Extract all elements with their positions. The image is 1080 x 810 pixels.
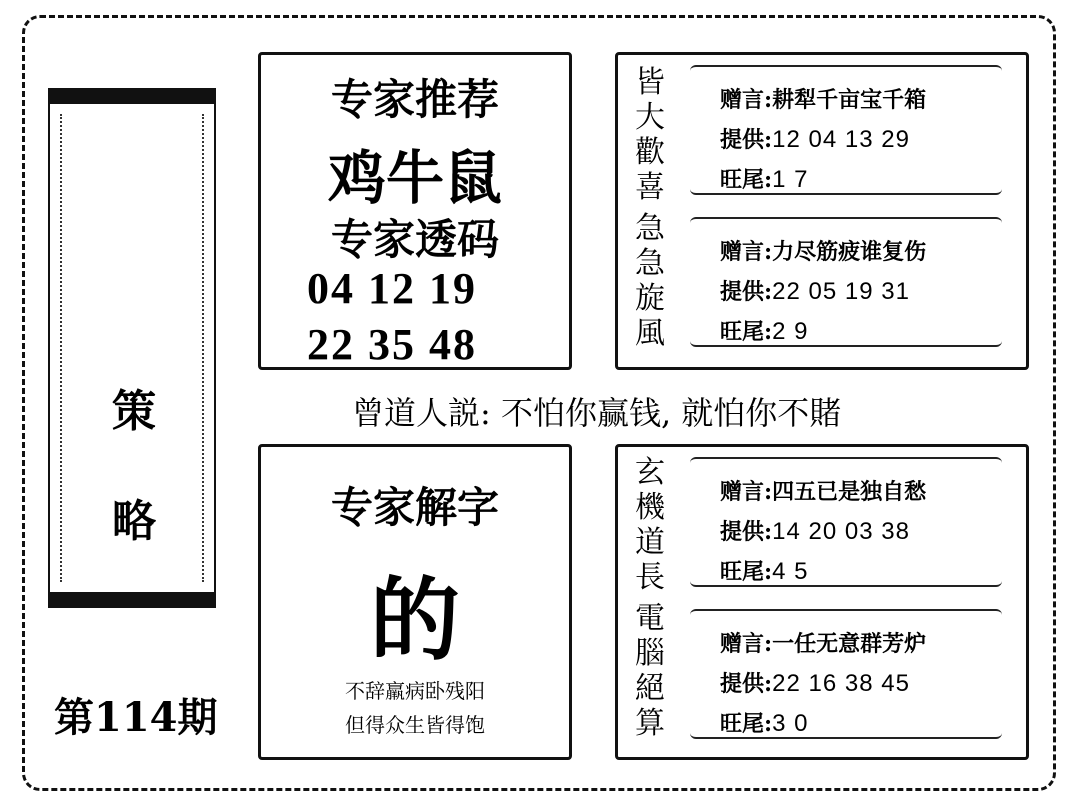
scroll-char-top: 策: [112, 386, 156, 437]
provide-label: 提供:: [720, 127, 773, 153]
strategy-scroll: [48, 88, 216, 608]
tail-line: [720, 315, 809, 346]
gift-line: 赠言:力尽筋疲谁复伤: [720, 239, 927, 265]
provide-line: [720, 123, 910, 154]
bottom-right-box: [615, 444, 1029, 760]
gift-line: 赠言:一任无意群芳炉: [720, 631, 927, 657]
tail-label: 旺尾:: [720, 559, 773, 585]
provide-label: 提供:: [720, 671, 773, 697]
numbers-row-2: 22 35 48: [307, 320, 477, 369]
tail-line: [720, 163, 809, 194]
tip-card-1: [690, 65, 1002, 195]
numbers-row-1: 04 12 19: [307, 264, 477, 313]
tail-label: 旺尾:: [720, 319, 773, 345]
tail-value: 1 7: [772, 166, 809, 193]
featured-character: 的: [370, 567, 460, 673]
zodiac-picks: 鸡牛鼠: [327, 144, 502, 212]
issue-number: 第114期: [54, 694, 218, 741]
tip-card-4: [690, 609, 1002, 739]
vertical-slogan-bottom: 玄 機 道 長 電 腦 絕 算: [635, 455, 665, 741]
provide-label: 提供:: [720, 519, 773, 545]
tail-value: 2 9: [772, 318, 809, 345]
tail-value: 3 0: [772, 710, 809, 737]
tip-card-2: [690, 217, 1002, 347]
tail-line: [720, 555, 809, 586]
scroll-top-bar: [48, 88, 216, 104]
tail-label: 旺尾:: [720, 167, 773, 193]
provide-numbers: 22 16 38 45: [772, 670, 910, 697]
motto-line: 曾道人説: 不怕你赢钱, 就怕你不賭: [352, 394, 842, 432]
vertical-slogan-top: 皆 大 歡 喜 急 急 旋 風: [635, 65, 665, 351]
tip-card-3: [690, 457, 1002, 587]
expert-character-title: 专家解字: [330, 483, 499, 532]
provide-line: [720, 667, 910, 698]
top-right-box: [615, 52, 1029, 370]
expert-recommend-box: [258, 52, 572, 370]
tail-value: 4 5: [772, 558, 809, 585]
provide-numbers: 14 20 03 38: [772, 518, 910, 545]
scroll-bottom-bar: [48, 592, 216, 608]
expert-recommend-title: 专家推荐: [330, 75, 499, 124]
provide-numbers: 22 05 19 31: [772, 278, 910, 305]
tail-line: [720, 707, 809, 738]
provide-line: [720, 515, 910, 546]
provide-label: 提供:: [720, 279, 773, 305]
gift-line: 赠言:耕犁千亩宝千箱: [720, 87, 927, 113]
expert-numbers-title: 专家透码: [330, 215, 499, 264]
gift-line: 赠言:四五已是独自愁: [720, 479, 927, 505]
poem-line-2: 但得众生皆得饱: [345, 713, 485, 737]
expert-character-box: [258, 444, 572, 760]
provide-line: [720, 275, 910, 306]
provide-numbers: 12 04 13 29: [772, 126, 910, 153]
scroll-char-bottom: 略: [112, 496, 156, 547]
tail-label: 旺尾:: [720, 711, 773, 737]
poem-line-1: 不辞羸病卧残阳: [345, 679, 485, 703]
